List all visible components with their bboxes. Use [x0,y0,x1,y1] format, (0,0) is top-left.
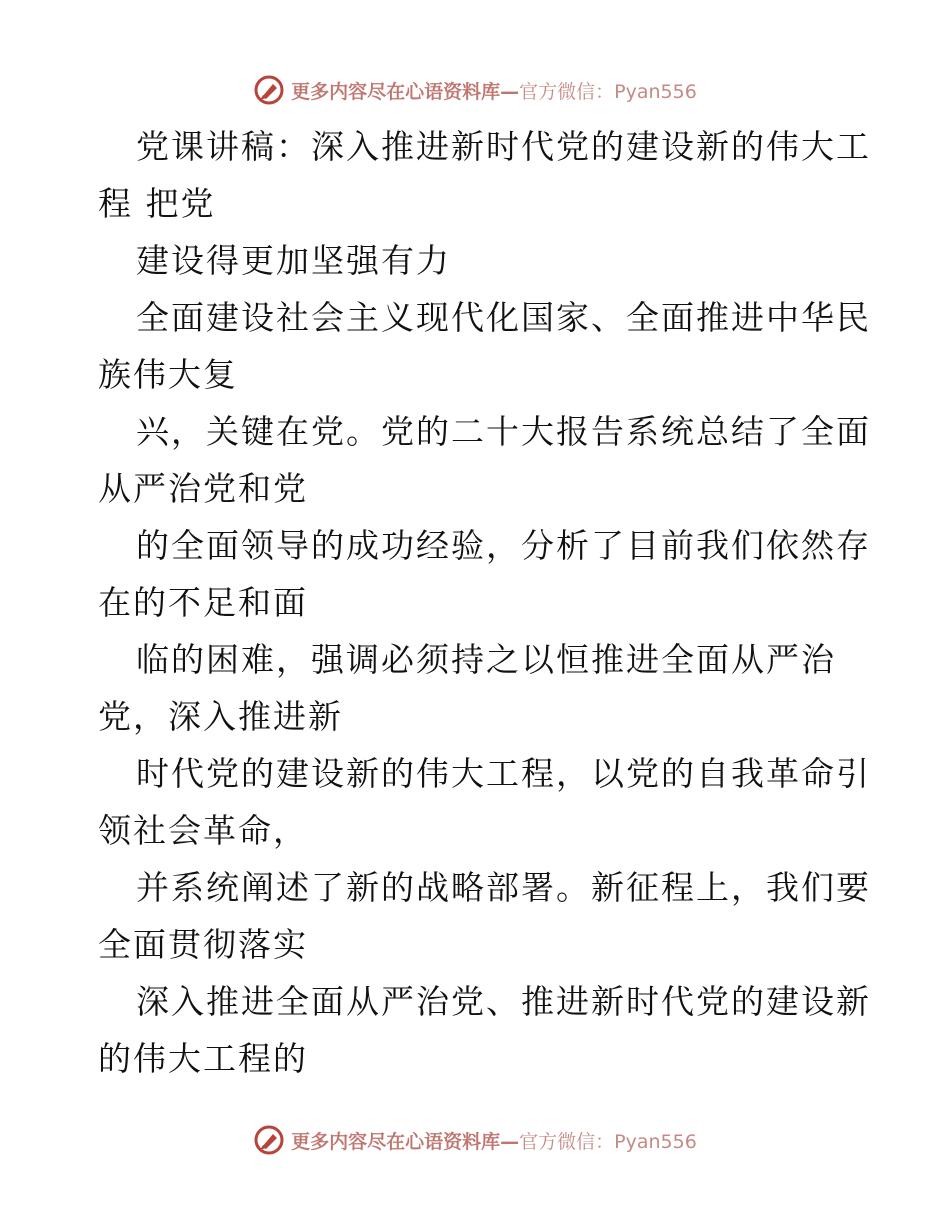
text-line: 的全面领导的成功经验，分析了目前我们依然存 [136,526,871,565]
pen-nib-logo-icon [253,74,285,106]
text-line: 全面贯彻落实 [98,925,308,964]
text-line: 兴，关键在党。党的二十大报告系统总结了全面 [136,412,871,451]
footer-banner-text: 更多内容尽在心语资料库—官方微信：Pyan556 [291,1130,697,1153]
footer-wechat-text: 官方微信：Pyan556 [519,1130,697,1153]
footer-banner [0,1120,950,1160]
text-line: 的伟大工程的 [98,1039,308,1078]
header-banner-text: 更多内容尽在心语资料库—官方微信：Pyan556 [291,80,697,103]
text-line: 建设得更加坚强有力 [136,241,451,280]
header-banner [0,70,950,110]
text-line: 从严治党和党 [98,469,308,508]
text-line: 临的困难，强调必须持之以恒推进全面从严治 [136,640,836,679]
text-line: 党，深入推进新 [98,697,343,736]
text-line: 并系统阐述了新的战略部署。新征程上，我们要 [136,868,871,907]
text-line: 深入推进全面从严治党、推进新时代党的建设新 [136,982,871,1021]
text-line: 党课讲稿：深入推进新时代党的建设新的伟大工 [136,127,871,166]
text-line: 在的不足和面 [98,583,308,622]
pen-nib-logo-icon [253,1124,285,1156]
text-line: 全面建设社会主义现代化国家、全面推进中华民 [136,298,871,337]
document-body [98,118,871,1087]
text-line: 程 把党 [98,184,216,223]
text-line: 族伟大复 [98,355,238,394]
header-wechat-text: 官方微信：Pyan556 [519,80,697,103]
text-line: 领社会革命， [98,811,308,850]
text-line: 时代党的建设新的伟大工程，以党的自我革命引 [136,754,871,793]
